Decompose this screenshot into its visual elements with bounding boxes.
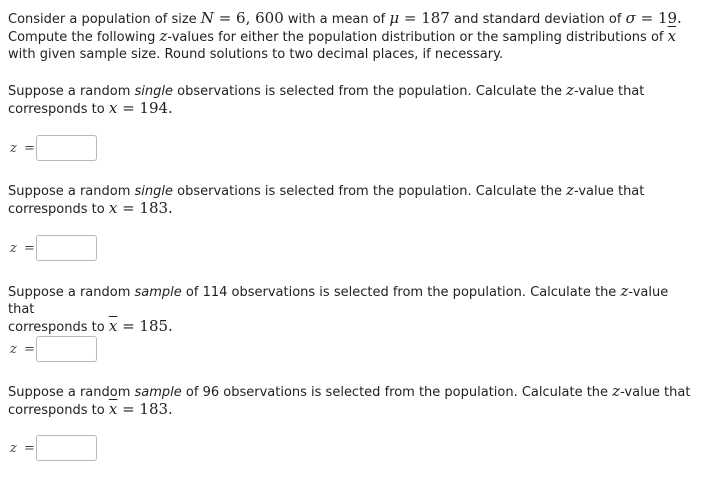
question-text: corresponds to [8,403,109,418]
question-text: -value that [8,285,669,317]
intro-text: Compute the following [8,30,160,45]
question-4 [8,383,690,419]
answer-row-3 [8,335,97,363]
var-x: x [108,99,118,117]
answer-label: z [10,440,17,456]
var-z: z [612,382,621,400]
question-3 [8,283,698,336]
answer-input-2[interactable] [36,235,97,261]
question-text: corresponds to [8,102,109,117]
question-emphasis: sample [134,385,182,400]
var-xbar: $\overline{x}$ [108,400,118,418]
var-n: N [200,9,214,27]
answer-row-4 [8,434,97,462]
var-xbar: $\overline{x}$ [667,27,677,45]
answer-row-1 [8,134,97,162]
question-value: = 194. [117,99,173,117]
question-text: -value that [620,385,691,400]
question-text: Suppose a random [8,285,135,300]
answer-row-2 [8,234,97,262]
equals-sign: = [24,440,35,456]
equals-sign: = [24,341,35,357]
question-text: corresponds to [8,320,109,335]
question-text: of 96 observations is selected from the population. Calculate the [181,385,613,400]
question-text: -value that [573,84,645,99]
population-size-value: = 6, 600 [213,9,284,27]
var-z: z [620,282,629,300]
question-value: = 185. [117,317,173,335]
answer-label: z [10,140,17,156]
question-text: of 114 observations is selected from the population. Calculate the [181,285,621,300]
question-value: = 183. [117,400,173,418]
var-z: z [566,81,574,99]
equals-sign: = [24,240,35,256]
answer-input-4[interactable] [36,435,97,461]
question-text: Suppose a random [8,184,135,199]
var-mu: μ [389,9,400,27]
var-z: z [159,27,168,45]
sd-value: = 19. [635,9,682,27]
question-emphasis: sample [134,285,182,300]
question-text: Suppose a random [8,84,135,99]
question-1 [8,82,644,118]
question-2 [8,182,644,218]
mean-value: = 187 [399,9,450,27]
question-text: Suppose a random [8,385,135,400]
answer-input-3[interactable] [36,336,97,362]
var-x: x [108,199,118,217]
question-text: observations is selected from the population. Calculate the [173,184,567,199]
equals-sign: = [24,140,35,156]
intro-text: with given sample size. Round solutions to two decimal places, if necessary. [8,47,504,62]
question-text: corresponds to [8,202,109,217]
question-text: observations is selected from the population. Calculate the [173,84,567,99]
intro-text: with a mean of [283,12,390,27]
question-emphasis: single [134,84,174,99]
intro-text: -values for either the population distribution or the sampling distributions of [167,30,668,45]
answer-input-1[interactable] [36,135,97,161]
var-z: z [566,181,574,199]
var-sigma: σ [625,9,636,27]
question-value: = 183. [117,199,173,217]
var-xbar: $\overline{x}$ [108,317,118,335]
intro-text: Consider a population of size [8,12,201,27]
question-text: -value that [573,184,645,199]
question-emphasis: single [134,184,174,199]
intro-text: and standard deviation of [449,12,626,27]
answer-label: z [10,341,17,357]
answer-label: z [10,240,17,256]
problem-intro [8,10,682,63]
